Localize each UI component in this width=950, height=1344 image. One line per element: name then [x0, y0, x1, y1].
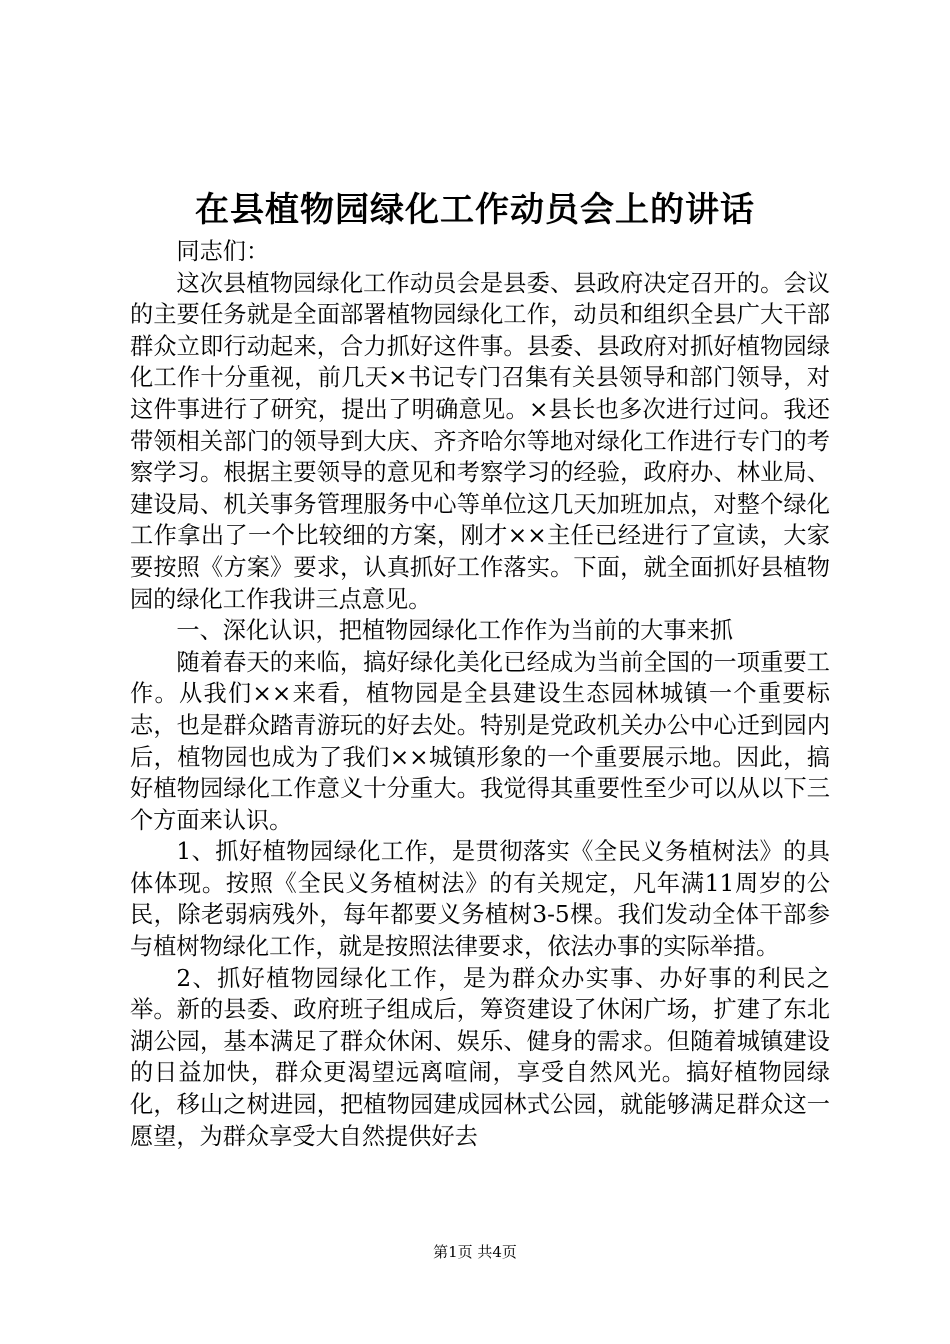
- paragraph: 这次县植物园绿化工作动员会是县委、县政府决定召开的。会议的主要任务就是全面部署植物园绿化工作，动员和组织全县广大干部群众立即行动起来，合力抓好这件事。县委、县政府对抓好植物园绿化工作十分重视，前几天×书记专门召集有关县领导和部门领导，对这件事进行了研究，提出了明确意见。×县长也多次进行过问。我还带领相关部门的领导到大庆、齐齐哈尔等地对绿化工作进行专门的考察学习。根据主要领导的意见和考察学习的经验，政府办、林业局、建设局、机关事务管理服务中心等单位这几天加班加点，对整个绿化工作拿出了一个比较细的方案，刚才××主任已经进行了宣读，大家要按照《方案》要求，认真抓好工作落实。下面，就全面抓好县植物园的绿化工作我讲三点意见。: [130, 269, 830, 613]
- document-title: 在县植物园绿化工作动员会上的讲话: [195, 190, 755, 230]
- paragraph: 2、抓好植物园绿化工作，是为群众办实事、办好事的利民之举。新的县委、政府班子组成后，筹资建设了休闲广场，扩建了东北湖公园，基本满足了群众休闲、娱乐、健身的需求。但随着城镇建设的日益加快，群众更渴望远离喧闹，享受自然风光。搞好植物园绿化，移山之树进园，把植物园建成园林式公园，就能够满足群众这一愿望，为群众享受大自然提供好去: [130, 964, 830, 1150]
- page-number-footer: 第1页 共4页: [433, 1243, 517, 1261]
- salutation: 同志们：: [176, 238, 270, 265]
- section-heading: 一、深化认识，把植物园绿化工作作为当前的大事来抓: [176, 617, 733, 645]
- paragraph: 1、抓好植物园绿化工作，是贯彻落实《全民义务植树法》的具体体现。按照《全民义务植树法》的有关规定，凡年满11周岁的公民，除老弱病残外，每年都要义务植树3-5棵。我们发动全体干部参与植树物绿化工作，就是按照法律要求，依法办事的实际举措。: [130, 838, 830, 961]
- document-body: [130, 236, 830, 1152]
- paragraph: 随着春天的来临，搞好绿化美化已经成为当前全国的一项重要工作。从我们××来看，植物园是全县建设生态园林城镇一个重要标志，也是群众踏青游玩的好去处。特别是党政机关办公中心迁到园内后，植物园也成为了我们××城镇形象的一个重要展示地。因此，搞好植物园绿化工作意义十分重大。我觉得其重要性至少可以从以下三个方面来认识。: [130, 648, 830, 834]
